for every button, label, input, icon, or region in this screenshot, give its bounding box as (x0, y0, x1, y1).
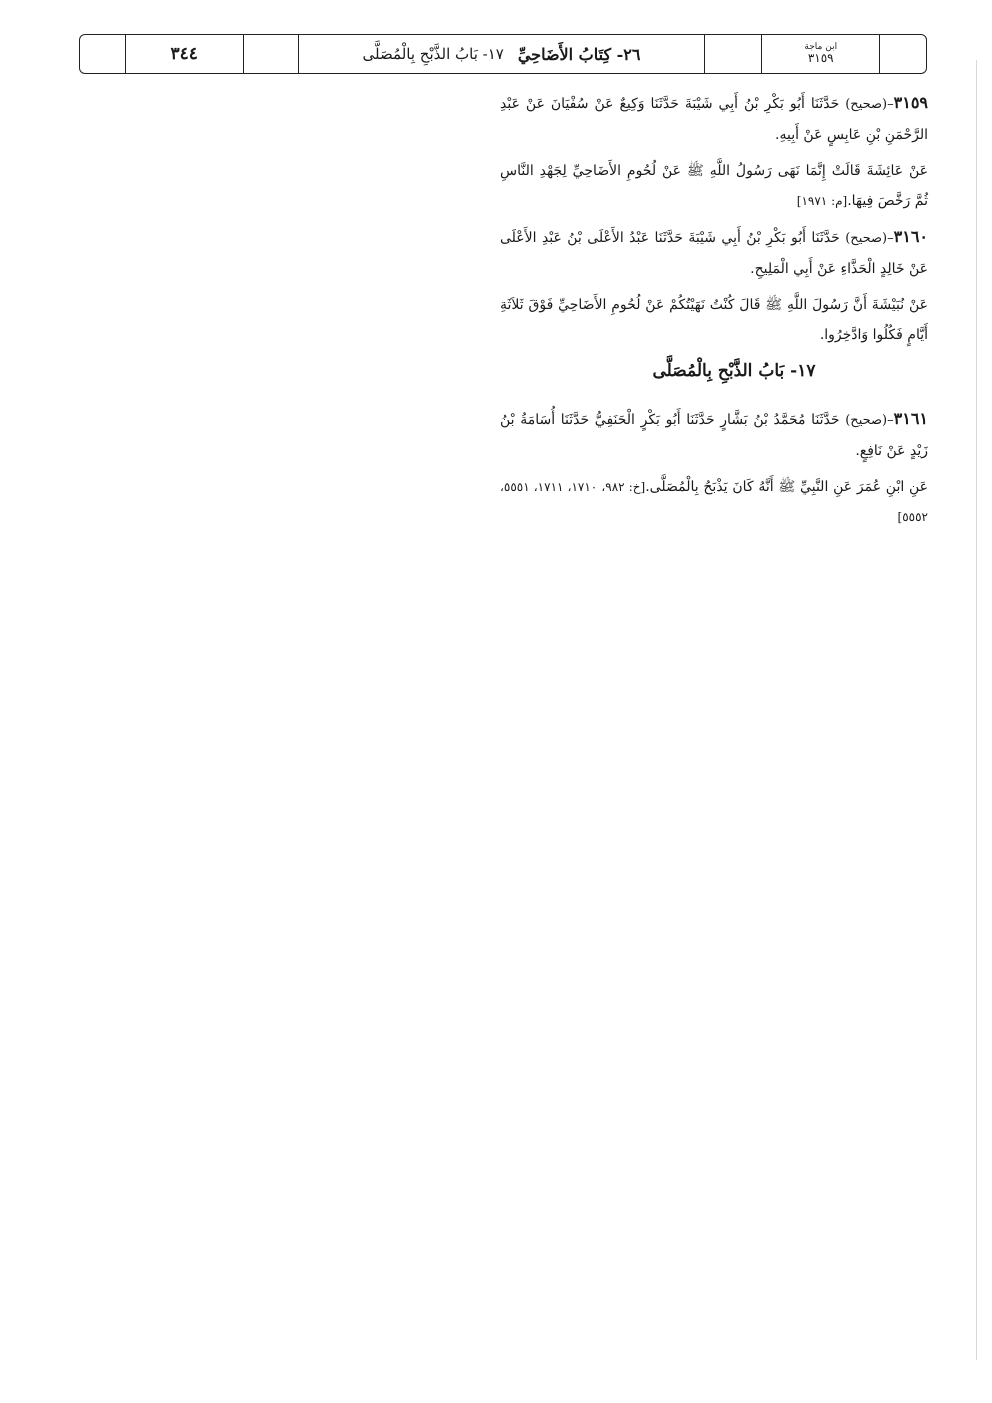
isnad-text: حَدَّثَنَا أَبُو بَكْرِ بْنُ أَبِي شَيْبَةَ حَدَّثَنَا وَكِيعٌ عَنْ سُفْيَانَ عَنْ عَبْدِ الرَّحْمَنِ بْنِ عَابِسٍ عَنْ أَبِيهِ. (500, 96, 928, 143)
matn-text: عَنْ نُبَيْشَةَ أَنَّ رَسُولَ اللَّهِ ﷺ قَالَ كُنْتُ نَهَيْتُكُمْ عَنْ لُحُومِ الأَضَاحِيِّ فَوْقَ ثَلاَثَةِ أَيَّامٍ فَكُلُوا وَادَّخِرُوا. (500, 297, 928, 343)
matn-text: عَنِ ابْنِ عُمَرَ عَنِ النَّبِيِّ ﷺ أَنَّهُ كَانَ يَذْبَحُ بِالْمُصَلَّى. (645, 479, 929, 495)
hadith-matn (500, 290, 928, 350)
source-reference (762, 35, 880, 73)
source-number: ٣١٥٩ (807, 51, 834, 66)
hadith-number: ٣١٦٠ (893, 227, 928, 246)
hadith-number: ٣١٦١ (893, 409, 928, 428)
page-header (79, 34, 927, 74)
hadith-reference: [م: ١٩٧١] (796, 194, 848, 208)
hadith-matn (500, 156, 928, 216)
hadith-matn (500, 472, 928, 532)
hadith-reference: [خ: ٩٨٢، ١٧١٠، ١٧١١، ٥٥٥١، ٥٥٥٢] (500, 480, 928, 524)
hadith-grade: –(صحيح) (845, 413, 894, 428)
isnad-text: حَدَّثَنَا مُحَمَّدُ بْنُ بَشَّارٍ حَدَّثَنَا أَبُو بَكْرٍ الْحَنَفِيُّ حَدَّثَنَا أُسَامَةُ بْنُ زَيْدٍ عَنْ نَافِعٍ. (500, 412, 928, 459)
source-label: ابن ماجة (804, 41, 838, 52)
page-number: ٣٤٤ (126, 35, 244, 73)
header-cell-empty (705, 35, 763, 73)
matn-text: عَنْ عَائِشَةَ قَالَتْ إِنَّمَا نَهَى رَسُولُ اللَّهِ ﷺ عَنْ لُحُومِ الأَضَاحِيِّ لِجَهْدِ النَّاسِ ثُمَّ رَخَّصَ فِيهَا. (500, 163, 928, 209)
hadith-isnad (500, 222, 928, 284)
scan-margin-line (976, 60, 977, 1360)
book-title: ٢٦- كِتَابُ الأَضَاحِيِّ (517, 44, 641, 64)
hadith-isnad (500, 404, 928, 466)
hadith-grade: –(صحيح) (845, 231, 894, 246)
main-text (500, 88, 928, 538)
hadith-grade: –(صحيح) (845, 97, 894, 112)
hadith-isnad (500, 88, 928, 150)
chapter-ref: ١٧- بَابُ الذَّبْحِ بِالْمُصَلَّى (362, 45, 504, 63)
chapter-title: ١٧- بَابُ الذَّبْحِ بِالْمُصَلَّى (652, 361, 816, 381)
header-cell-empty-left (80, 35, 126, 73)
header-cell-empty-right (880, 35, 926, 73)
header-title (299, 35, 704, 73)
isnad-text: حَدَّثَنَا أَبُو بَكْرِ بْنُ أَبِي شَيْبَةَ حَدَّثَنَا عَبْدُ الأَعْلَى بْنُ عَبْدِ الأَعْلَى عَنْ خَالِدٍ الْحَذَّاءِ عَنْ أَبِي الْمَلِيحِ. (500, 230, 928, 277)
hadith-number: ٣١٥٩ (893, 93, 928, 112)
header-cell-empty (244, 35, 300, 73)
